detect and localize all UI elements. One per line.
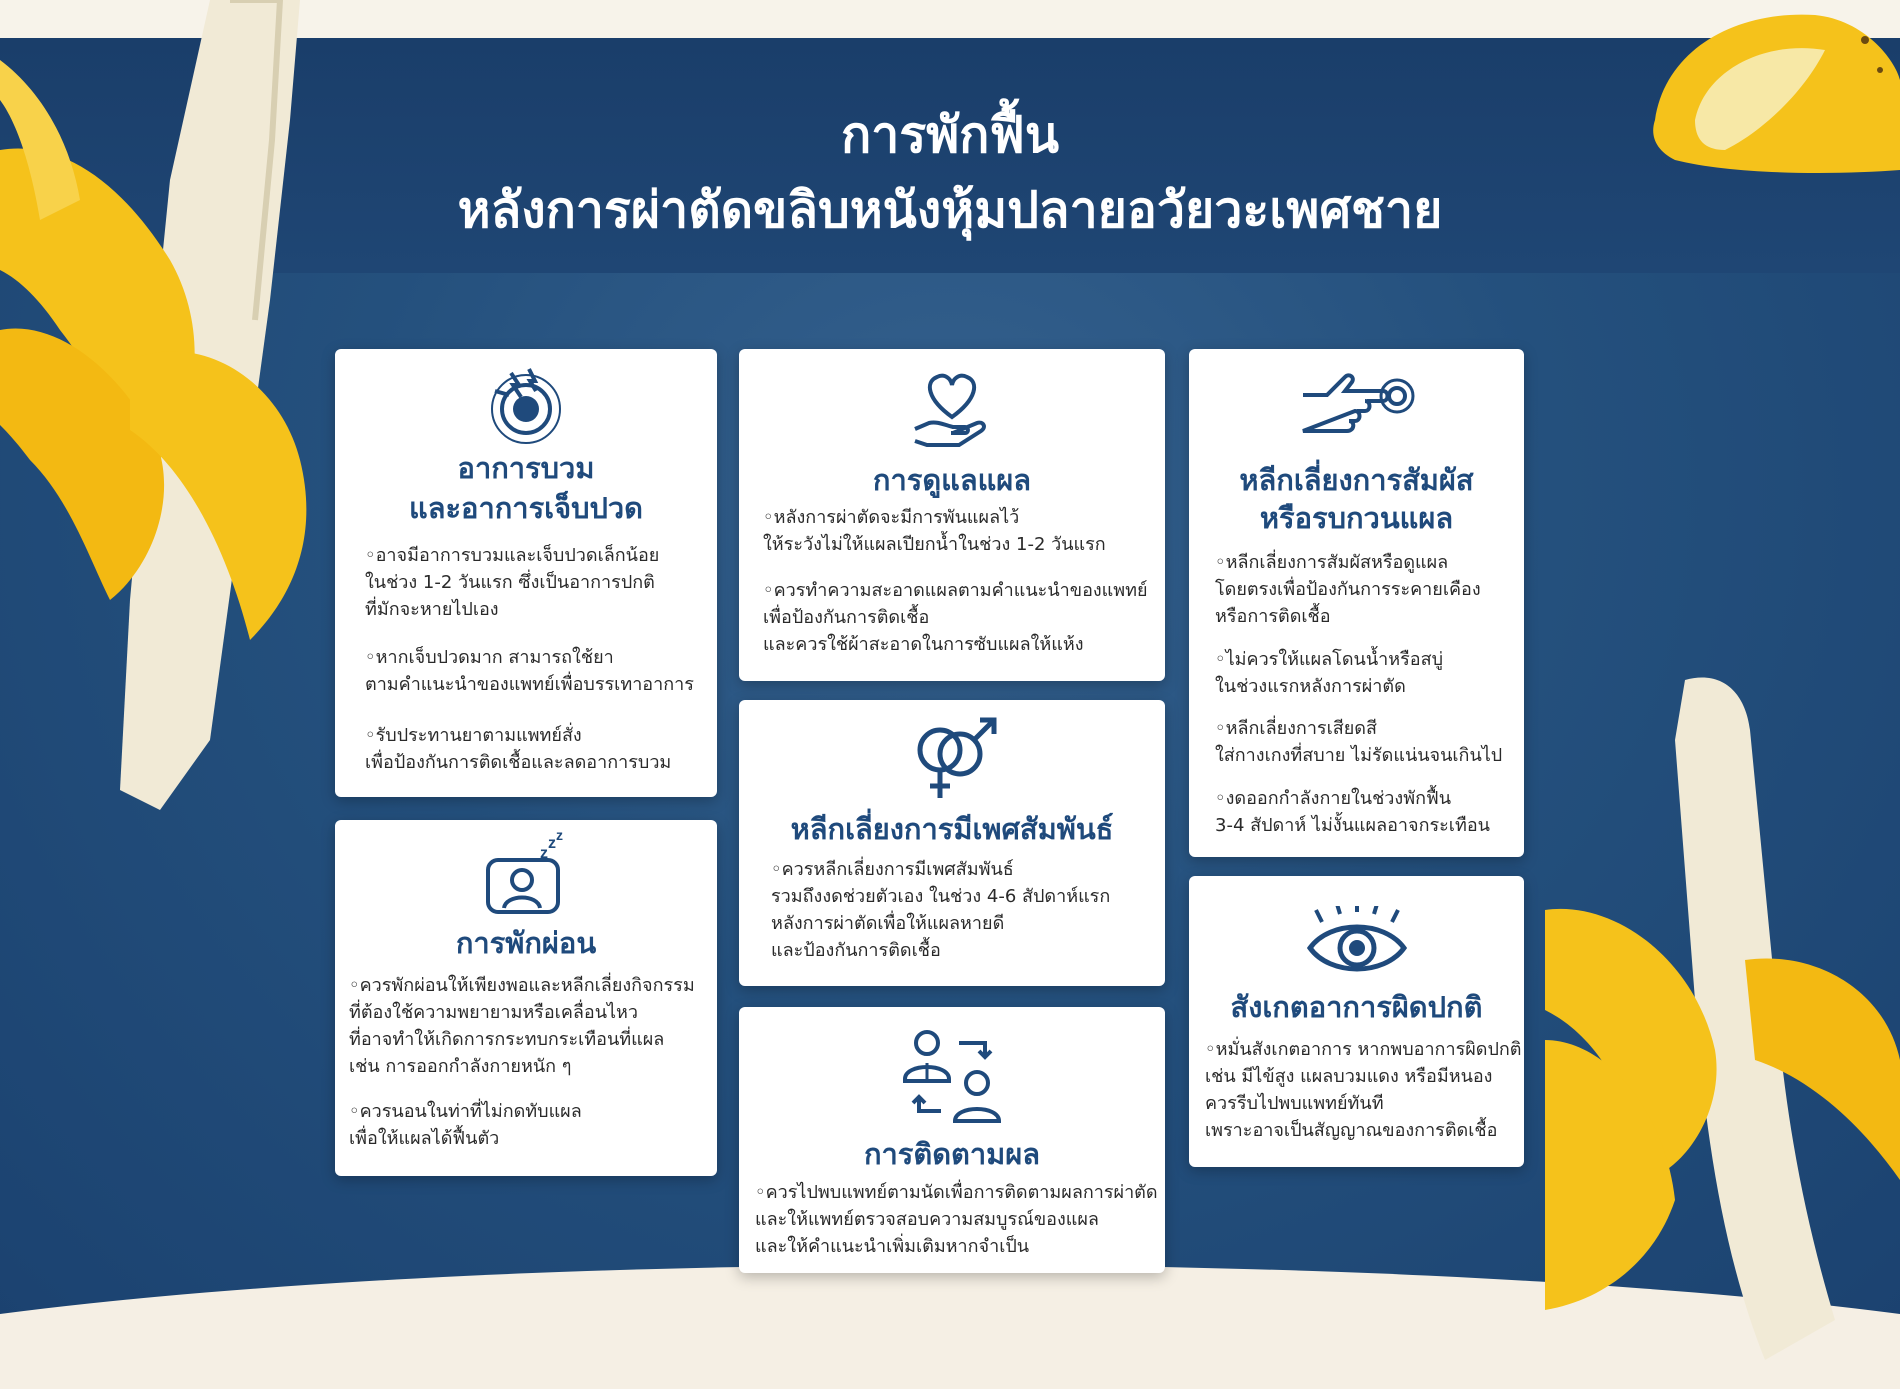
bullet-line: และให้แพทย์ตรวจสอบความสมบูรณ์ของแผล — [755, 1209, 1099, 1230]
card-avoid-sex — [739, 700, 1165, 986]
card-avoid-touch-bullet-4 — [1215, 785, 1490, 839]
bullet-line: ในช่วงแรกหลังการผ่าตัด — [1215, 676, 1406, 697]
bullet-line: ◦ควรนอนในท่าที่ไม่กดทับแผล — [349, 1101, 582, 1122]
bullet-line: ◦ควรทำความสะอาดแผลตามคำแนะนำของแพทย์ — [763, 580, 1148, 601]
bullet-line: ◦งดออกกำลังกายในช่วงพักฟื้น — [1215, 788, 1452, 809]
bullet-line: ที่อาจทำให้เกิดการกระทบกระเทือนที่แผล — [349, 1029, 665, 1050]
bullet-line: เช่น มีไข้สูง แผลบวมแดง หรือมีหนอง — [1205, 1066, 1493, 1087]
card-rest-heading: การพักผ่อน — [455, 926, 597, 960]
svg-text:z: z — [540, 845, 548, 862]
bullet-line: หลังการผ่าตัดเพื่อให้แผลหายดี — [771, 913, 1005, 934]
card-avoid-sex-heading: หลีกเลี่ยงการมีเพศสัมพันธ์ — [790, 812, 1114, 846]
bullet-line: ที่ต้องใช้ความพยายามหรือเคลื่อนไหว — [349, 1002, 639, 1023]
card-swelling-heading-2: และอาการเจ็บปวด — [409, 491, 643, 525]
bullet-line: ที่มักจะหายไปเอง — [365, 599, 499, 620]
bullet-line: รวมถึงงดช่วยตัวเอง ในช่วง 4-6 สัปดาห์แรก — [771, 886, 1111, 907]
card-wound-care-bullet-1 — [763, 504, 1106, 558]
banana-bottom-right-illustration — [1545, 660, 1900, 1389]
card-swelling-bullet-2 — [365, 644, 694, 698]
svg-text:z: z — [556, 830, 563, 843]
card-wound-care-bullet-2 — [763, 577, 1148, 658]
bullet-line: เช่น การออกกำลังกายหนัก ๆ — [349, 1056, 572, 1077]
bullet-line: และป้องกันการติดเชื้อ — [771, 940, 941, 961]
bullet-line: ◦หมั่นสังเกตอาการ หากพบอาการผิดปกติ — [1205, 1039, 1522, 1060]
bullet-line: ◦ควรพักผ่อนให้เพียงพอและหลีกเลี่ยงกิจกรรม — [349, 975, 695, 996]
finger-touch-icon — [1189, 367, 1524, 437]
card-wound-care-heading: การดูแลแผล — [872, 463, 1032, 497]
bullet-line: ◦หากเจ็บปวดมาก สามารถใช้ยา — [365, 647, 614, 668]
doctor-patient-icon — [739, 1025, 1165, 1125]
card-wound-care — [739, 349, 1165, 681]
heart-hand-icon — [739, 367, 1165, 451]
bullet-line: ◦หลังการผ่าตัดจะมีการพันแผลไว้ — [763, 507, 1020, 528]
card-observe — [1189, 876, 1524, 1167]
card-avoid-touch — [1189, 349, 1524, 857]
bullet-line: 3-4 สัปดาห์ ไม่งั้นแผลอาจกระเทือน — [1215, 815, 1490, 836]
bullet-line: โดยตรงเพื่อป้องกันการระคายเคือง — [1215, 579, 1481, 600]
bullet-line: และให้คำแนะนำเพิ่มเติมหากจำเป็น — [755, 1236, 1030, 1257]
bullet-line: ◦อาจมีอาการบวมและเจ็บปวดเล็กน้อย — [365, 545, 660, 566]
eye-icon — [1189, 906, 1524, 982]
bullet-line: หรือการติดเชื้อ — [1215, 606, 1331, 627]
gender-symbols-icon — [739, 714, 1165, 804]
bullet-line: เพื่อป้องกันการติดเชื้อและลดอาการบวม — [365, 752, 672, 773]
card-swelling-heading-1: อาการบวม — [457, 451, 595, 485]
bullet-line: ในช่วง 1-2 วันแรก ซึ่งเป็นอาการปกติ — [365, 572, 655, 593]
bullet-line: ให้ระวังไม่ให้แผลเปียกน้ำในช่วง 1-2 วันแรก — [763, 534, 1106, 555]
bullet-line: ◦รับประทานยาตามแพทย์สั่ง — [365, 725, 582, 746]
bullet-line: ◦หลีกเลี่ยงการสัมผัสหรือดูแผล — [1215, 552, 1449, 573]
bullet-line: ควรรีบไปพบแพทย์ทันที — [1205, 1093, 1384, 1114]
card-observe-bullet-1 — [1205, 1036, 1522, 1144]
card-swelling-bullet-3 — [365, 722, 671, 776]
sleep-icon — [335, 830, 717, 920]
bullet-line: เพื่อป้องกันการติดเชื้อ — [763, 607, 930, 628]
bullet-line: ◦ควรไปพบแพทย์ตามนัดเพื่อการติดตามผลการผ่าตัด — [755, 1182, 1158, 1203]
card-rest-bullet-2 — [349, 1098, 582, 1152]
bullet-line: ◦หลีกเลี่ยงการเสียดสี — [1215, 718, 1377, 739]
card-rest-bullet-1 — [349, 972, 695, 1080]
card-follow-up — [739, 1007, 1165, 1273]
bullet-line: เพราะอาจเป็นสัญญาณของการติดเชื้อ — [1205, 1120, 1498, 1141]
bullet-line: เพื่อให้แผลได้ฟื้นตัว — [349, 1128, 500, 1149]
card-swelling-pain — [335, 349, 717, 797]
bullet-line: ◦ไม่ควรให้แผลโดนน้ำหรือสบู่ — [1215, 649, 1444, 670]
svg-text:z: z — [548, 835, 556, 852]
page-title — [0, 100, 1900, 250]
card-swelling-bullet-1 — [365, 542, 659, 623]
card-observe-heading: สังเกตอาการผิดปกติ — [1230, 990, 1483, 1024]
card-follow-up-bullet-1 — [755, 1179, 1158, 1260]
card-avoid-touch-heading-2: หรือรบกวนแผล — [1259, 501, 1454, 535]
title-line-2: หลังการผ่าตัดขลิบหนังหุ้มปลายอวัยวะเพศชาย — [457, 181, 1443, 239]
bullet-line: ตามคำแนะนำของแพทย์เพื่อบรรเทาอาการ — [365, 674, 694, 695]
title-line-1: การพักฟื้น — [840, 106, 1060, 164]
bullet-line: ใส่กางเกงที่สบาย ไม่รัดแน่นจนเกินไป — [1215, 745, 1503, 766]
pain-icon — [335, 361, 717, 451]
card-avoid-touch-bullet-2 — [1215, 646, 1443, 700]
card-rest — [335, 820, 717, 1176]
bullet-line: และควรใช้ผ้าสะอาดในการซับแผลให้แห้ง — [763, 634, 1084, 655]
card-follow-up-heading: การติดตามผล — [863, 1137, 1041, 1171]
card-avoid-sex-bullet-1 — [771, 856, 1110, 964]
card-avoid-touch-heading-1: หลีกเลี่ยงการสัมผัส — [1239, 463, 1474, 497]
card-avoid-touch-bullet-3 — [1215, 715, 1502, 769]
card-avoid-touch-bullet-1 — [1215, 549, 1481, 630]
bullet-line: ◦ควรหลีกเลี่ยงการมีเพศสัมพันธ์ — [771, 859, 1014, 880]
